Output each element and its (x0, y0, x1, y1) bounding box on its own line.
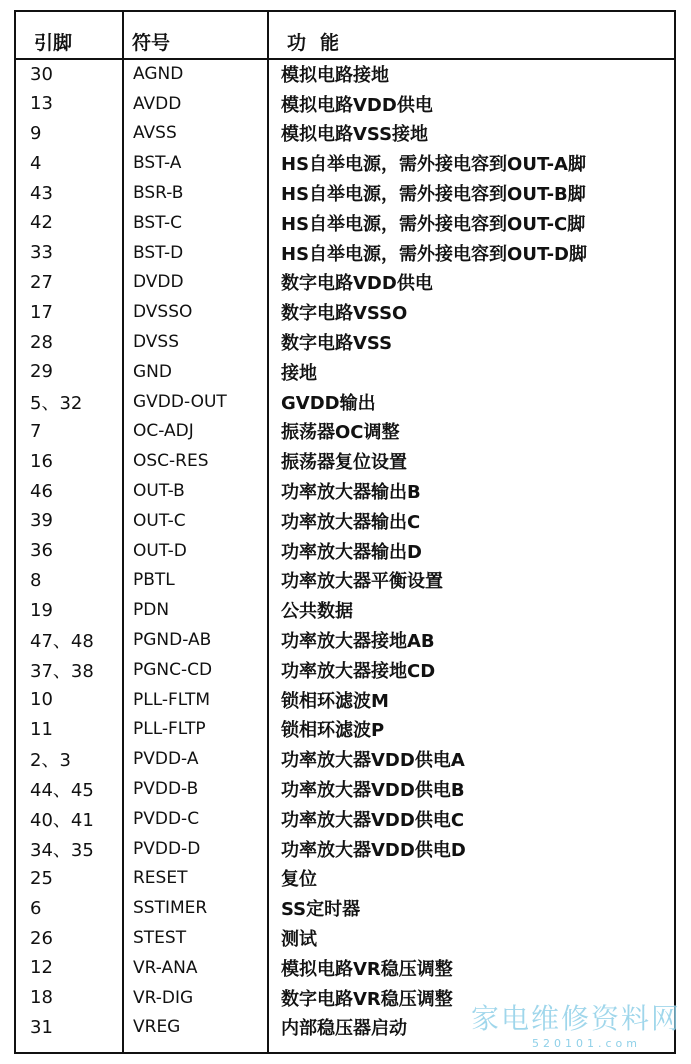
symbol-cell: STEST (133, 928, 187, 948)
table-row (16, 476, 674, 506)
table-row (16, 59, 674, 89)
pin-cell: 37、38 (30, 660, 94, 682)
symbol-cell: PVDD-B (133, 779, 199, 800)
watermark-title: 家电维修资料网 (470, 1002, 681, 1035)
function-cell: HS自举电源，需外接电容到OUT-B脚 (281, 184, 586, 206)
symbol-cell: OC-ADJ (133, 421, 194, 442)
pin-cell: 6 (30, 897, 42, 919)
pin-cell: 28 (30, 331, 53, 353)
pin-cell: 36 (30, 540, 53, 562)
table-row (16, 864, 674, 894)
table-row (16, 357, 674, 387)
table-row (16, 804, 674, 834)
function-cell: 数字电路VSSO (281, 303, 408, 325)
pin-cell: 34、35 (30, 839, 94, 861)
function-cell: HS自举电源，需外接电容到OUT-C脚 (281, 213, 586, 235)
pin-cell: 40、41 (30, 809, 94, 831)
function-cell: 锁相环滤波P (281, 720, 385, 742)
function-cell: 功率放大器VDD供电B (281, 780, 465, 802)
pin-cell: 18 (30, 987, 53, 1009)
symbol-cell: BST-A (133, 153, 182, 174)
pin-cell: 11 (30, 718, 53, 740)
function-cell: 功率放大器输出C (281, 511, 421, 533)
function-cell: 内部稳压器启动 (281, 1018, 407, 1040)
pin-cell: 30 (30, 63, 53, 85)
pin-cell: 12 (30, 957, 53, 979)
function-cell: 数字电路VR稳压调整 (281, 988, 453, 1010)
table-row (16, 685, 674, 715)
table-row (16, 715, 674, 745)
function-cell: 公共数据 (281, 601, 353, 623)
pin-function-table-frame (14, 10, 676, 1054)
symbol-cell: DVSSO (133, 302, 193, 323)
function-cell: 功率放大器接地AB (281, 631, 435, 653)
function-cell: 功率放大器VDD供电C (281, 809, 465, 831)
function-cell: 数字电路VSS (281, 333, 393, 355)
symbol-cell: BST-D (133, 242, 184, 263)
symbol-cell: PVDD-D (133, 838, 201, 859)
symbol-cell: DVDD (133, 272, 184, 293)
table-row (16, 417, 674, 447)
pin-cell: 5、32 (30, 392, 83, 414)
pin-cell: 43 (30, 182, 53, 204)
table-row (16, 297, 674, 327)
function-cell: 振荡器OC调整 (281, 422, 400, 444)
symbol-cell: PDN (133, 600, 170, 621)
symbol-cell: OSC-RES (133, 451, 209, 472)
pin-cell: 47、48 (30, 631, 94, 653)
pin-cell: 27 (30, 271, 53, 293)
function-cell: GVDD输出 (281, 392, 376, 414)
header-row (16, 12, 674, 59)
table-row (16, 506, 674, 536)
watermark-url: 520101.com (532, 1037, 641, 1050)
symbol-cell: SSTIMER (133, 898, 208, 919)
pin-cell: 39 (30, 510, 53, 532)
header-pin: 引脚 (16, 12, 122, 59)
pin-cell: 2、3 (30, 750, 71, 772)
function-cell: 模拟电路VDD供电 (281, 94, 433, 116)
table-row (16, 327, 674, 357)
function-cell: 振荡器复位设置 (281, 452, 407, 474)
function-cell: 功率放大器VDD供电D (281, 839, 466, 861)
function-cell: 模拟电路接地 (281, 65, 389, 87)
pin-cell: 25 (30, 867, 53, 889)
pin-cell: 8 (30, 569, 42, 591)
symbol-cell: OUT-D (133, 540, 187, 561)
symbol-cell: PBTL (133, 570, 175, 591)
symbol-cell: PVDD-C (133, 808, 200, 829)
function-cell: 锁相环滤波M (281, 690, 389, 712)
table-row (16, 89, 674, 119)
table-row (16, 119, 674, 149)
function-cell: 复位 (281, 869, 317, 891)
symbol-cell: PVDD-A (133, 749, 199, 770)
table-row (16, 983, 674, 1013)
pin-cell: 19 (30, 599, 53, 621)
pin-cell: 29 (30, 361, 53, 383)
symbol-cell: GND (133, 361, 172, 382)
table-row (16, 536, 674, 566)
function-cell: 功率放大器输出B (281, 482, 421, 504)
table-row (16, 595, 674, 625)
table-row (16, 446, 674, 476)
function-cell: 功率放大器VDD供电A (281, 750, 465, 772)
pin-cell: 26 (30, 927, 53, 949)
function-cell: 功率放大器接地CD (281, 660, 436, 682)
symbol-cell: PGND-AB (133, 630, 212, 651)
symbol-cell: RESET (133, 868, 188, 889)
pin-cell: 31 (30, 1016, 53, 1038)
table-body (16, 59, 674, 1042)
table-row (16, 1013, 674, 1043)
table-row (16, 208, 674, 238)
table-row (16, 268, 674, 298)
pin-cell: 42 (30, 212, 53, 234)
table-row (16, 387, 674, 417)
function-cell: 接地 (281, 362, 317, 384)
symbol-cell: PLL-FLTM (133, 689, 210, 710)
table-row (16, 238, 674, 268)
function-cell: SS定时器 (281, 899, 361, 921)
symbol-cell: OUT-C (133, 510, 186, 531)
header-symbol: 符号 (122, 12, 267, 59)
function-cell: HS自举电源，需外接电容到OUT-A脚 (281, 154, 586, 176)
table-row (16, 893, 674, 923)
symbol-cell: VR-ANA (133, 957, 198, 978)
pin-cell: 16 (30, 450, 53, 472)
table-row (16, 148, 674, 178)
symbol-cell: AGND (133, 64, 184, 85)
function-cell: 模拟电路VR稳压调整 (281, 958, 453, 980)
table-row (16, 655, 674, 685)
symbol-cell: VREG (133, 1017, 181, 1038)
symbol-cell: OUT-B (133, 481, 185, 502)
table-row (16, 744, 674, 774)
pin-cell: 4 (30, 152, 42, 174)
pin-cell: 17 (30, 301, 53, 323)
pin-cell: 46 (30, 480, 53, 502)
function-cell: 数字电路VDD供电 (281, 273, 433, 295)
header-function: 功能 (267, 12, 674, 59)
symbol-cell: PLL-FLTP (133, 719, 206, 740)
symbol-cell: PGNC-CD (133, 659, 213, 680)
table-row (16, 834, 674, 864)
symbol-cell: DVSS (133, 332, 180, 353)
pin-cell: 9 (30, 122, 42, 144)
table-row (16, 566, 674, 596)
symbol-cell: VR-DIG (133, 987, 194, 1008)
pin-cell: 33 (30, 242, 53, 264)
pin-cell: 7 (30, 420, 42, 442)
function-cell: 测试 (281, 929, 317, 950)
function-cell: 功率放大器平衡设置 (281, 571, 443, 593)
table-row (16, 178, 674, 208)
pin-cell: 13 (30, 93, 53, 115)
table-row (16, 953, 674, 983)
pin-function-table (16, 12, 674, 1042)
symbol-cell: BSR-B (133, 183, 184, 204)
table-row (16, 774, 674, 804)
symbol-cell: AVSS (133, 123, 177, 144)
pin-cell: 44、45 (30, 780, 94, 802)
table-row (16, 625, 674, 655)
function-cell: HS自举电源，需外接电容到OUT-D脚 (281, 243, 587, 265)
function-cell: 功率放大器输出D (281, 541, 422, 563)
symbol-cell: BST-C (133, 212, 182, 233)
pin-cell: 10 (30, 689, 53, 711)
table-row (16, 923, 674, 953)
function-cell: 模拟电路VSS接地 (281, 124, 429, 146)
symbol-cell: AVDD (133, 93, 182, 114)
symbol-cell: GVDD-OUT (133, 391, 227, 412)
